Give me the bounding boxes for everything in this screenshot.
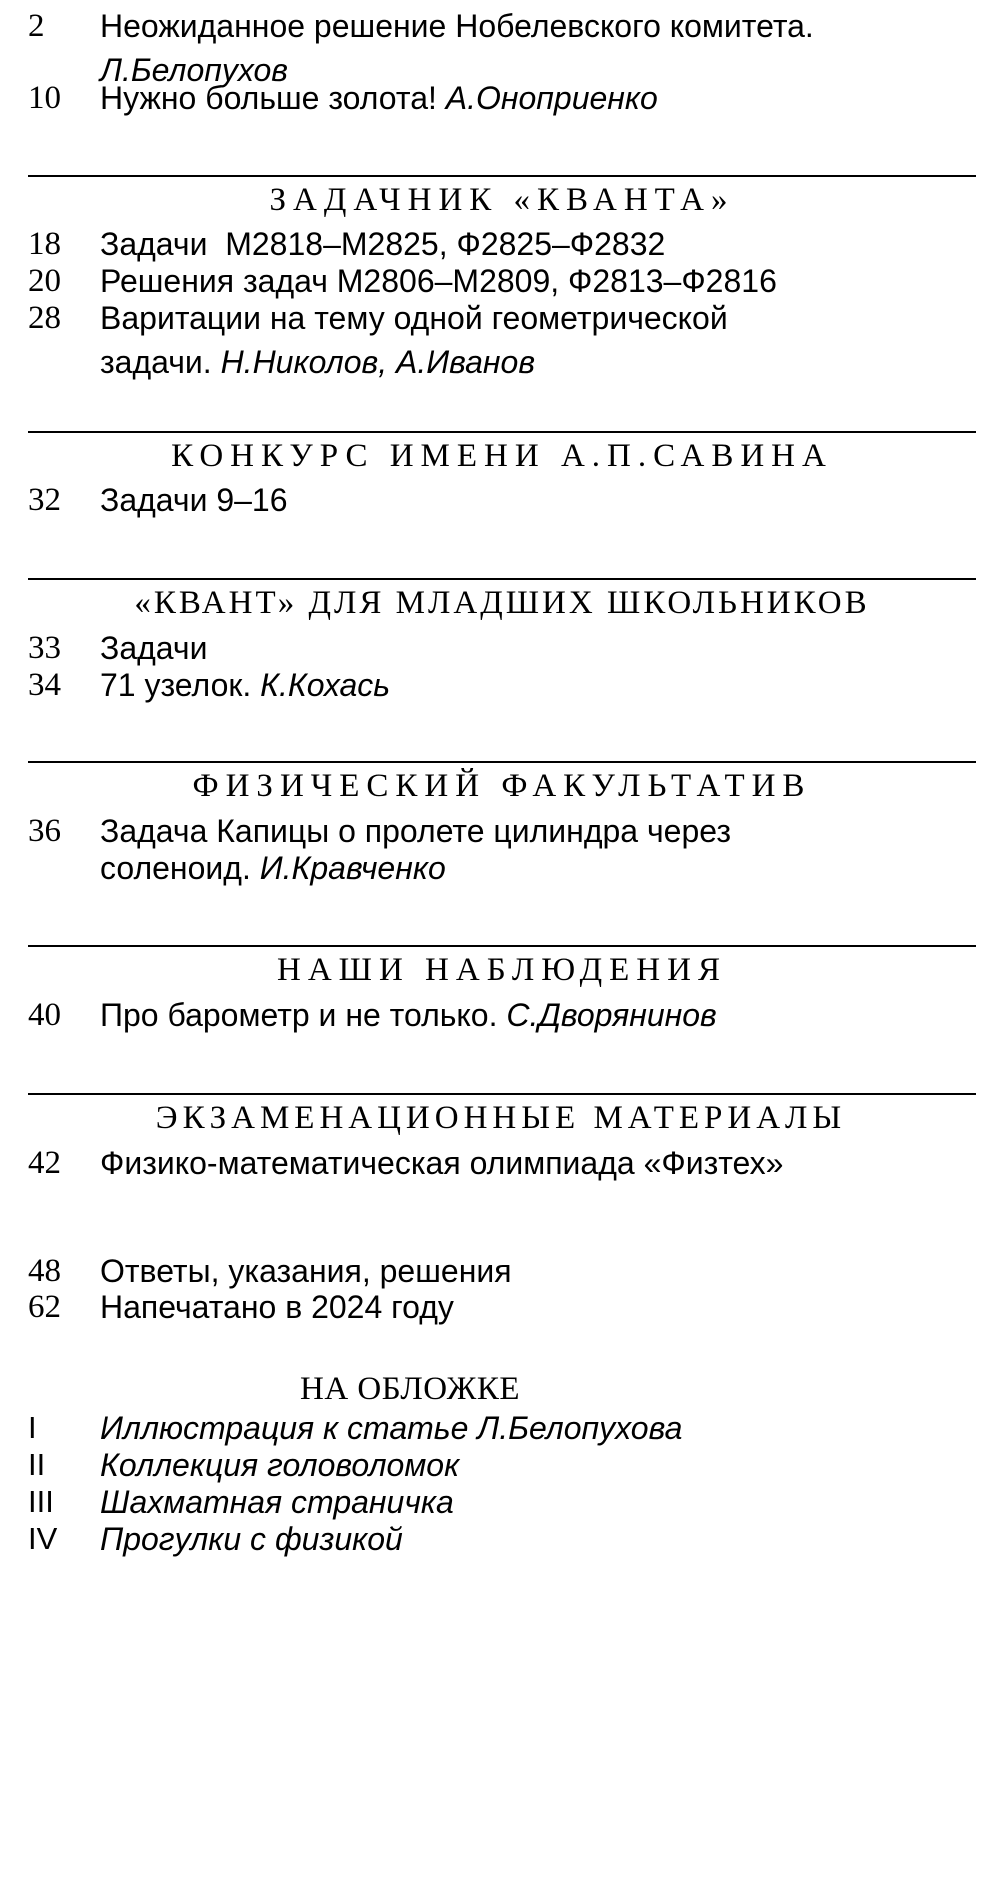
toc-entry [28, 993, 998, 1037]
toc-entry [28, 76, 998, 120]
article-title: 71 узелок. [100, 667, 252, 703]
cover-entry [28, 1517, 998, 1561]
page-number: 36 [28, 813, 61, 849]
article-title: задачи. [100, 344, 212, 380]
toc-entry [28, 1141, 998, 1185]
toc-entry [28, 809, 998, 890]
article-author: К.Кохась [260, 667, 391, 703]
article-author: С.Дворянинов [506, 997, 717, 1033]
page-number: 33 [28, 630, 61, 666]
section-heading: НАШИ НАБЛЮДЕНИЯ [277, 952, 727, 988]
section-divider [28, 578, 976, 580]
article-author: И.Кравченко [259, 850, 446, 886]
article-title: Решения задач М2806–М2809, Ф2813–Ф2816 [100, 263, 777, 299]
toc-entry [28, 663, 998, 707]
article-title: Про барометр и не только. [100, 997, 498, 1033]
article-title: Неожиданное решение Нобелевского комитета. [100, 8, 814, 44]
article-title: Варитации на тему одной геометрической [100, 300, 728, 336]
article-author: Н.Николов, А.Иванов [220, 344, 536, 380]
cover-number: I [28, 1410, 37, 1445]
cover-heading: НА ОБЛОЖКЕ [300, 1371, 520, 1407]
page-number: 10 [28, 80, 61, 116]
article-title: Напечатано в 2024 году [100, 1289, 454, 1325]
article-title: Ответы, указания, решения [100, 1253, 512, 1289]
cover-title: Шахматная страничка [100, 1484, 454, 1520]
cover-number: II [28, 1447, 46, 1482]
page-number: 20 [28, 263, 61, 299]
article-author: А.Оноприенко [445, 80, 658, 116]
toc-entry [28, 1285, 998, 1329]
toc-entry [28, 296, 998, 384]
article-title: Физико-математическая олимпиада «Физтех» [100, 1145, 784, 1181]
page-number: 32 [28, 482, 61, 518]
article-title: Задачи [100, 630, 208, 666]
section-heading: «КВАНТ» ДЛЯ МЛАДШИХ ШКОЛЬНИКОВ [134, 585, 870, 621]
cover-title: Прогулки с физикой [100, 1521, 403, 1557]
section-divider [28, 1093, 976, 1095]
section-divider [28, 431, 976, 433]
section-divider [28, 175, 976, 177]
section-heading: ЗАДАЧНИК «КВАНТА» [269, 182, 735, 218]
section-heading: ЭКЗАМЕНАЦИОННЫЕ МАТЕРИАЛЫ [155, 1100, 847, 1136]
page-number: 62 [28, 1289, 61, 1325]
cover-number: III [28, 1484, 54, 1519]
section-heading: ФИЗИЧЕСКИЙ ФАКУЛЬТАТИВ [192, 768, 812, 804]
page-number: 40 [28, 997, 61, 1033]
article-author: Л.Белопухов [100, 52, 288, 88]
article-title: Нужно больше золота! [100, 80, 437, 116]
page-number: 34 [28, 667, 61, 703]
page-number: 42 [28, 1145, 61, 1181]
article-title: соленоид. [100, 850, 251, 886]
page-number: 28 [28, 300, 61, 336]
section-divider [28, 761, 976, 763]
page-number: 48 [28, 1253, 61, 1289]
page-number: 2 [28, 8, 45, 44]
toc-entry [28, 478, 998, 522]
cover-title: Коллекция головоломок [100, 1447, 460, 1483]
section-divider [28, 945, 976, 947]
article-title: Задача Капицы о пролете цилиндра через [100, 813, 732, 849]
article-title: Задачи М2818–М2825, Ф2825–Ф2832 [100, 226, 666, 262]
cover-title: Иллюстрация к статье Л.Белопухова [100, 1410, 683, 1446]
cover-number: IV [28, 1521, 58, 1556]
page-number: 18 [28, 226, 61, 262]
section-heading: КОНКУРС ИМЕНИ А.П.САВИНА [171, 438, 833, 474]
article-title: Задачи 9–16 [100, 482, 288, 518]
